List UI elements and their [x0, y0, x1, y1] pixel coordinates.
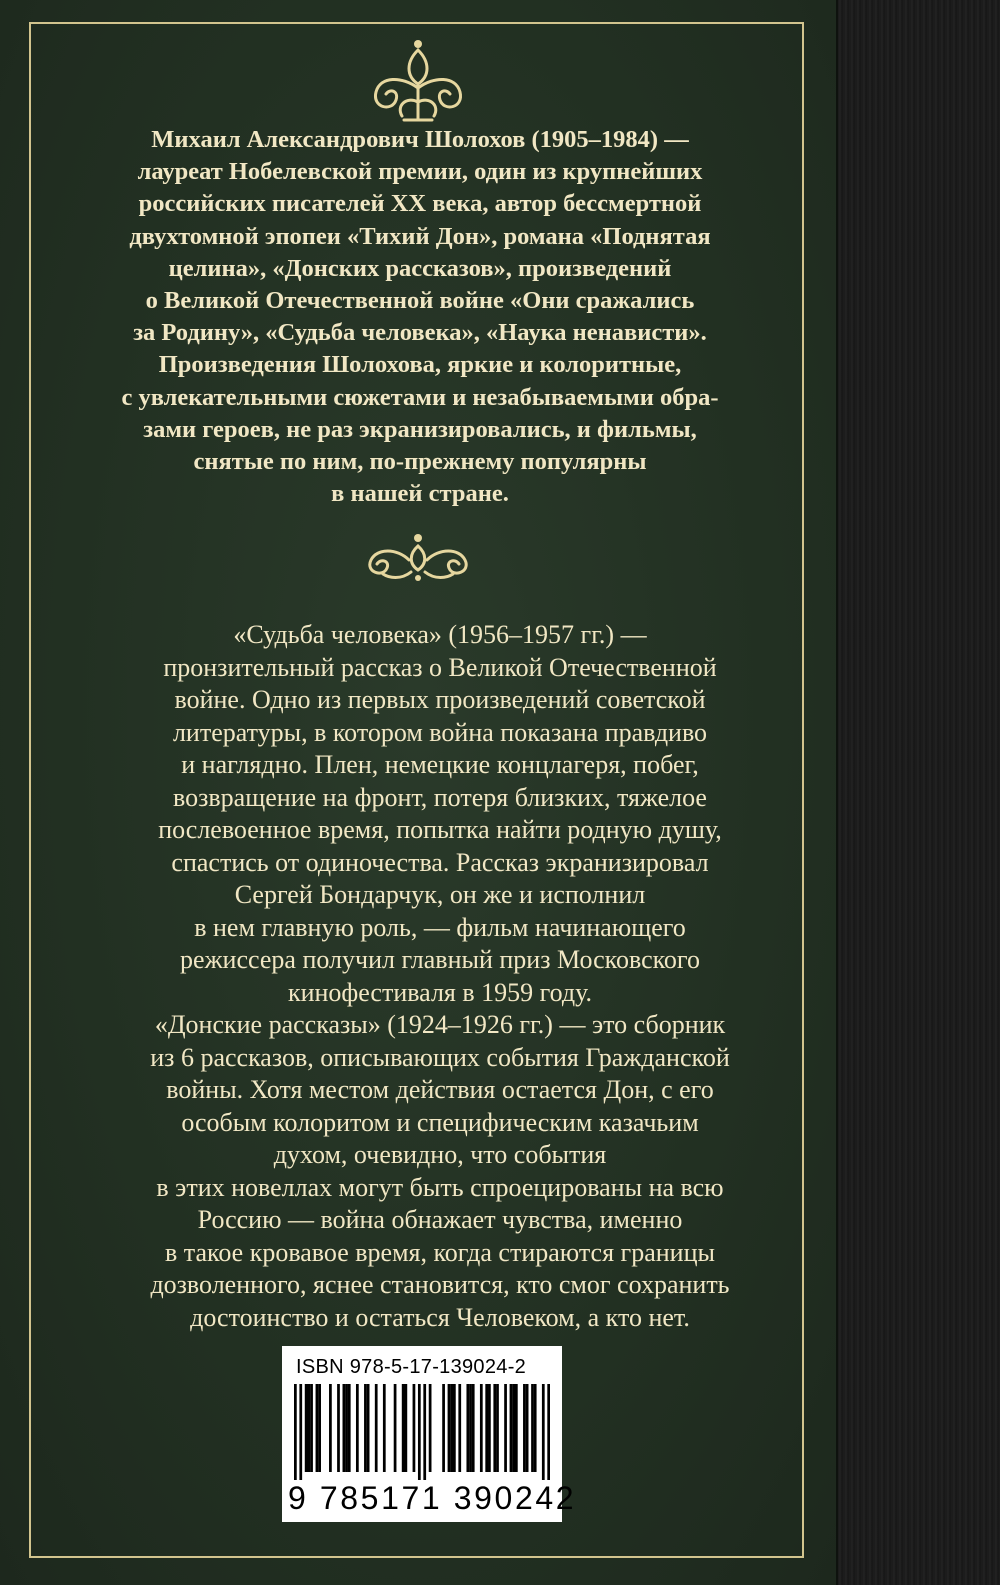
barcode-bar: [343, 1384, 346, 1472]
barcode-bar: [526, 1384, 529, 1472]
barcode-bar: [404, 1384, 407, 1472]
bio-line: о Великой Отечественной войне «Они сражались: [145, 287, 695, 315]
barcode-bar: [488, 1384, 491, 1472]
middle-ornament: [0, 530, 836, 586]
barcode-bar: [402, 1384, 405, 1472]
description-line: «Донские рассказы» (1924–1926 гг.) — это сборник: [154, 1010, 726, 1039]
barcode-bar: [450, 1384, 453, 1472]
description-line: кинофестиваля в 1959 году.: [287, 977, 593, 1007]
barcode-bar: [510, 1384, 513, 1472]
barcode-bar: [496, 1384, 499, 1472]
description-line: достоинство и остаться Человеком, а кто нет.: [190, 1302, 690, 1332]
barcode-bar: [310, 1384, 313, 1472]
description-line: в нем главную роль, — фильм начинающего: [194, 912, 686, 942]
barcode-bar: [394, 1384, 397, 1472]
barcode-bar: [515, 1384, 518, 1472]
bio-line: снятые по ним, по-прежнему популярны: [193, 448, 647, 476]
barcode-bar: [453, 1384, 456, 1472]
barcode-bar: [364, 1384, 367, 1472]
description-line: послевоенное время, попытка найти родную душу,: [158, 815, 722, 844]
isbn-barcode: [282, 1346, 577, 1522]
description-line: войны. Хотя местом действия остается Дон, с его: [166, 1075, 714, 1104]
top-ornament: [0, 36, 836, 126]
description-line: Россию — война обнажает чувства, именно: [197, 1205, 683, 1234]
scroll-divider-ornament-icon: [353, 530, 483, 586]
barcode-bar: [542, 1384, 545, 1480]
barcode-bar: [534, 1384, 537, 1472]
barcode-bar: [442, 1384, 445, 1472]
bio-line: целина», «Донских рассказов», произведений: [168, 254, 672, 282]
bio-line: зами героев, не раз экранизировались, и фильмы,: [143, 415, 697, 443]
description-line: и наглядно. Плен, немецкие концлагеря, побег,: [181, 750, 699, 779]
barcode-bar: [383, 1384, 386, 1472]
bio-line: в нашей стране.: [331, 480, 509, 508]
description-line: Сергей Бондарчук, он же и исполнил: [234, 880, 646, 909]
barcode-bar: [512, 1384, 515, 1472]
barcode-bar: [466, 1384, 469, 1472]
barcode-bar: [305, 1384, 308, 1472]
fleur-scroll-ornament-icon: [358, 36, 478, 126]
barcode-bar: [504, 1384, 507, 1472]
description-line: дозволенного, яснее становится, кто смог сохранить: [150, 1270, 730, 1299]
author-bio: [95, 124, 745, 510]
description-line: в этих новеллах могут быть спроецированы на всю: [156, 1172, 724, 1202]
description-line: возвращение на фронт, потеря близких, тяжелое: [173, 782, 707, 812]
description-line: духом, очевидно, что события: [273, 1140, 607, 1169]
barcode-bar: [318, 1384, 321, 1472]
barcode-bar: [523, 1384, 526, 1472]
barcode-bar: [316, 1384, 319, 1472]
barcode-bar: [329, 1384, 332, 1472]
barcode-bar: [458, 1384, 461, 1472]
bio-line: двухтомной эпопеи «Тихий Дон», романа «Поднятая: [129, 222, 711, 250]
description-line: «Судьба человека» (1956–1957 гг.) —: [233, 620, 647, 649]
barcode-bar: [348, 1384, 351, 1472]
barcode-bar: [480, 1384, 483, 1472]
description-line: войне. Одно из первых произведений советской: [174, 685, 706, 714]
barcode-bar: [531, 1384, 534, 1472]
barcode-bar: [413, 1384, 416, 1472]
barcode-bar: [493, 1384, 496, 1472]
barcode-bar: [345, 1384, 348, 1472]
bio-line: Михаил Александрович Шолохов (1905–1984) —: [151, 126, 689, 153]
barcode-bar: [418, 1384, 421, 1480]
barcode-bar: [375, 1384, 378, 1472]
description-line: спастись от одиночества. Рассказ экранизировал: [171, 847, 709, 877]
barcode-bar: [429, 1384, 432, 1472]
description-line: режиссера получил главный приз Московского: [180, 945, 700, 974]
barcode-bar: [294, 1384, 297, 1480]
barcode-bars: [294, 1384, 550, 1480]
barcode-bar: [356, 1384, 359, 1472]
bio-line: за Родину», «Судьба человека», «Наука ненависти».: [133, 319, 707, 347]
barcode-bar: [423, 1384, 426, 1480]
barcode-bar: [367, 1384, 370, 1472]
book-spine: [838, 0, 1000, 1585]
barcode-bar: [485, 1384, 488, 1472]
barcode-bar: [307, 1384, 310, 1472]
bio-line: российских писателей XX века, автор бессмертной: [138, 190, 702, 218]
barcode-bar: [299, 1384, 302, 1480]
description-line: литературы, в котором война показана правдиво: [172, 717, 708, 747]
bio-line: с увлекательными сюжетами и незабываемыми обра-: [121, 383, 719, 411]
barcode-bar: [469, 1384, 472, 1472]
description-line: особым колоритом и специфическим казачьим: [181, 1107, 699, 1137]
barcode-digits: 9 785171 390242: [288, 1480, 577, 1516]
description-line: из 6 рассказов, описывающих события Гражданской: [150, 1042, 730, 1072]
bio-line: лауреат Нобелевской премии, один из крупнейших: [137, 158, 703, 186]
barcode-bar: [337, 1384, 340, 1472]
barcode-bar: [472, 1384, 475, 1472]
description-line: пронзительный рассказ о Великой Отечественной: [163, 652, 717, 682]
book-description: [95, 619, 785, 1334]
description-line: в такое кровавое время, когда стираются границы: [165, 1237, 715, 1267]
barcode-bar: [448, 1384, 451, 1472]
isbn-label: ISBN 978-5-17-139024-2: [296, 1356, 527, 1378]
bio-line: Произведения Шолохова, яркие и колоритные,: [158, 351, 682, 379]
barcode-bar: [547, 1384, 550, 1480]
